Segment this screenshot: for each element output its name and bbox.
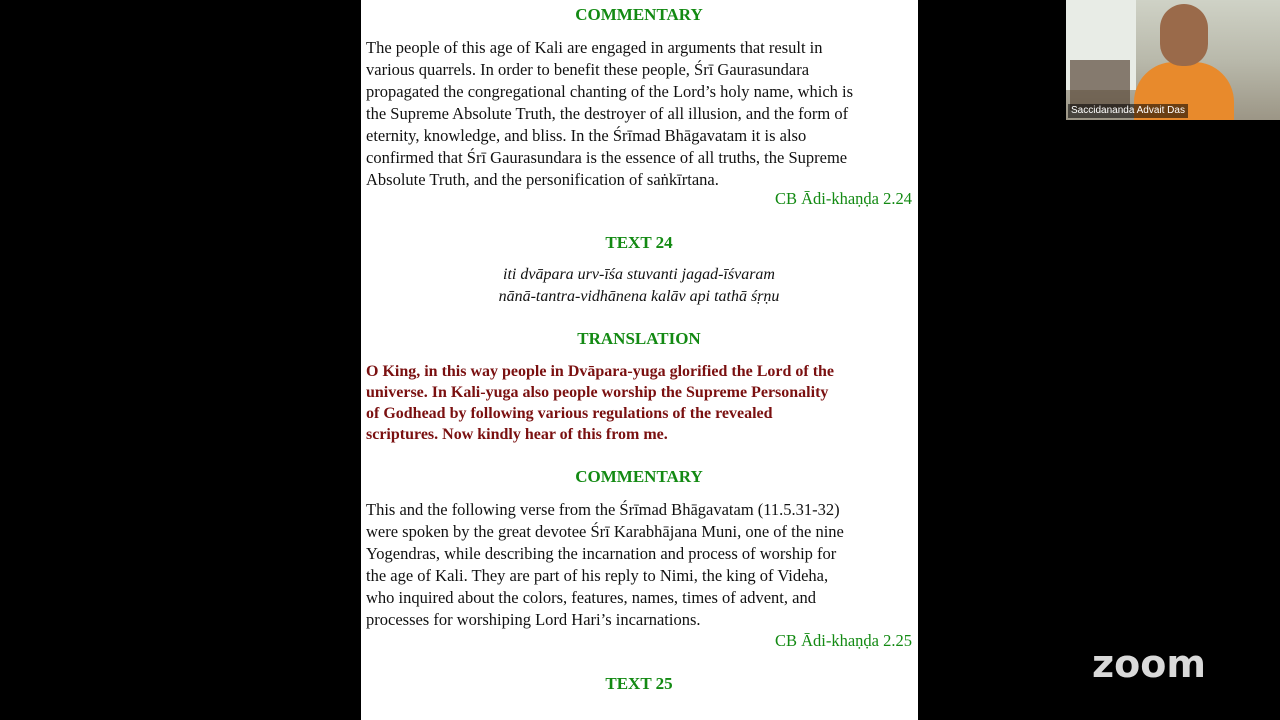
text-line: This and the following verse from the Śrīmad Bhāgavatam (11.5.31-32) — [366, 500, 840, 519]
reference-label: CB Ādi-khaṇḍa 2.25 — [774, 631, 912, 650]
text-line: the age of Kali. They are part of his reply to Nimi, the king of Videha, — [366, 566, 829, 585]
commentary-paragraph — [366, 499, 912, 631]
text-line: who inquired about the colors, features, names, times of advent, and — [366, 588, 816, 607]
background-furniture — [1070, 60, 1130, 110]
participant-head — [1160, 4, 1208, 66]
translation-heading: TRANSLATION — [577, 329, 701, 348]
translation-paragraph — [366, 361, 912, 445]
zoom-logo: zoom — [1092, 642, 1206, 686]
text-line: confirmed that Śrī Gaurasundara is the essence of all truths, the Supreme — [366, 148, 848, 167]
text-line: processes for worshiping Lord Hari’s incarnations. — [366, 610, 701, 629]
translation-line: O King, in this way people in Dvāpara-yuga glorified the Lord of the — [366, 363, 835, 380]
text-line: Yogendras, while describing the incarnation and process of worship for — [366, 544, 837, 563]
translation-line: universe. In Kali-yuga also people worship the Supreme Personality — [366, 384, 829, 401]
participant-video-tile[interactable] — [1066, 0, 1280, 120]
translation-line: of Godhead by following various regulations of the revealed — [366, 405, 773, 422]
text-line: the Supreme Absolute Truth, the destroyer of all illusion, and the form of — [366, 104, 849, 123]
text-line: various quarrels. In order to benefit these people, Śrī Gaurasundara — [366, 60, 810, 79]
translation-line: scriptures. Now kindly hear of this from me. — [366, 426, 668, 443]
commentary-paragraph — [366, 37, 912, 191]
text-line: The people of this age of Kali are engaged in arguments that result in — [366, 38, 823, 57]
text-line: Absolute Truth, and the personification of saṅkīrtana. — [366, 170, 719, 189]
reference-label: CB Ādi-khaṇḍa 2.24 — [774, 189, 912, 208]
commentary-heading: COMMENTARY — [575, 467, 703, 486]
commentary-heading: COMMENTARY — [575, 5, 703, 24]
text-number-heading: TEXT 25 — [605, 674, 673, 693]
verse-block — [366, 264, 912, 308]
text-line: eternity, knowledge, and bliss. In the Śrīmad Bhāgavatam it is also — [366, 126, 807, 145]
participant-name-label: Saccidananda Advait Das — [1068, 104, 1188, 118]
verse-line: nānā-tantra-vidhānena kalāv api tathā śṛṇu — [498, 288, 780, 305]
text-line: propagated the congregational chanting of the Lord’s holy name, which is — [366, 82, 854, 101]
text-line: were spoken by the great devotee Śrī Karabhājana Muni, one of the nine — [366, 522, 844, 541]
text-number-heading: TEXT 24 — [605, 233, 673, 252]
verse-line: iti dvāpara urv-īśa stuvanti jagad-īśvaram — [503, 266, 775, 283]
shared-document — [361, 0, 918, 720]
